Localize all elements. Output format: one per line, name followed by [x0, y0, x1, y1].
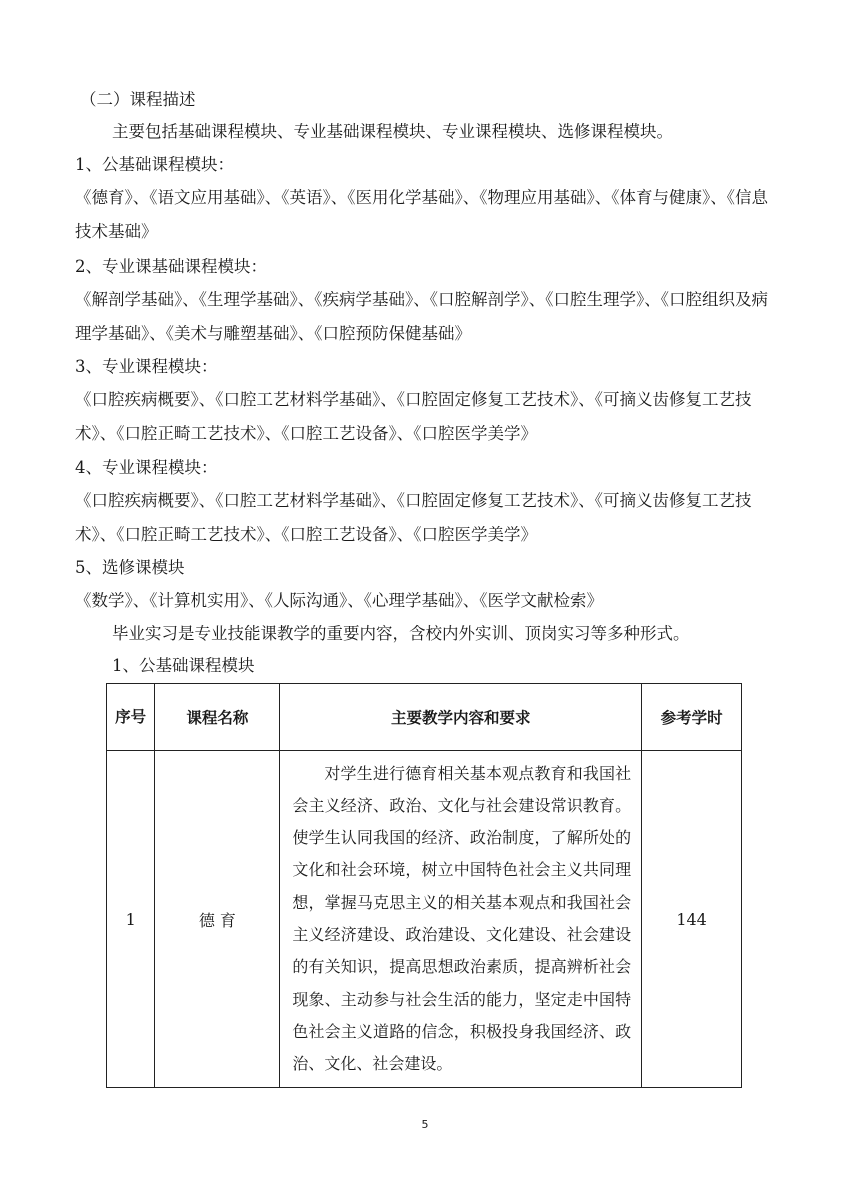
- cell-content: 对学生进行德育相关基本观点教育和我国社会主义经济、政治、文化与社会建设常识教育。使学生认同我国的经济、政治制度，了解所处的文化和社会环境，树立中国特色社会主义共同理想，掌握马克思主义的相关基本观点和我国社会主义经济建设、政治建设、文化建设、社会建设的有关知识，提高思想政治素质，提高辨析社会现象、主动参与社会生活的能力，坚定走中国特色社会主义道路的信念，积极投身我国经济、政治、文化、社会建设。: [280, 751, 642, 1088]
- module-heading-2: 2、专业课基础课程模块：: [75, 257, 267, 276]
- table-header-row: [107, 684, 742, 751]
- header-content: 主要教学内容和要求: [280, 684, 642, 751]
- header-no: 序号: [107, 684, 155, 751]
- module-courses-2: 《解剖学基础》、《生理学基础》、《疾病学基础》、《口腔解剖学》、《口腔生理学》、《口腔组织及病理学基础》、《美术与雕塑基础》、《口腔预防保健基础》: [75, 290, 768, 343]
- cell-name: 德 育: [155, 751, 280, 1088]
- intro-paragraph: 主要包括基础课程模块、专业基础课程模块、专业课程模块、选修课程模块。: [112, 122, 673, 141]
- module-heading-4: 4、专业课程模块：: [75, 458, 218, 477]
- module-courses-5: 《数学》、《计算机实用》、《人际沟通》、《心理学基础》、《医学文献检索》: [75, 591, 603, 610]
- module-heading-1: 1、公基础课程模块：: [75, 155, 234, 174]
- header-hours: 参考学时: [642, 684, 742, 751]
- course-table: [106, 683, 742, 1088]
- module-courses-1: 《德育》、《语文应用基础》、《英语》、《医用化学基础》、《物理应用基础》、《体育与健康》、《信息技术基础》: [75, 188, 768, 241]
- page-number: 5: [421, 1118, 429, 1131]
- table-row: [107, 751, 742, 1088]
- module-courses-4: 《口腔疾病概要》、《口腔工艺材料学基础》、《口腔固定修复工艺技术》、《可摘义齿修复工艺技术》、《口腔正畸工艺技术》、《口腔工艺设备》、《口腔医学美学》: [75, 491, 752, 544]
- module-courses-3: 《口腔疾病概要》、《口腔工艺材料学基础》、《口腔固定修复工艺技术》、《可摘义齿修复工艺技术》、《口腔正畸工艺技术》、《口腔工艺设备》、《口腔医学美学》: [75, 390, 752, 443]
- internship-note: 毕业实习是专业技能课教学的重要内容，含校内外实训、顶岗实习等多种形式。: [112, 624, 690, 643]
- section-title: （二）课程描述: [80, 90, 196, 109]
- module-heading-3: 3、专业课程模块：: [75, 357, 218, 376]
- table-title: 1、公基础课程模块: [112, 656, 255, 675]
- cell-hours: 144: [642, 751, 742, 1088]
- cell-no: 1: [107, 751, 155, 1088]
- header-name: 课程名称: [155, 684, 280, 751]
- module-heading-5: 5、选修课模块: [75, 558, 185, 577]
